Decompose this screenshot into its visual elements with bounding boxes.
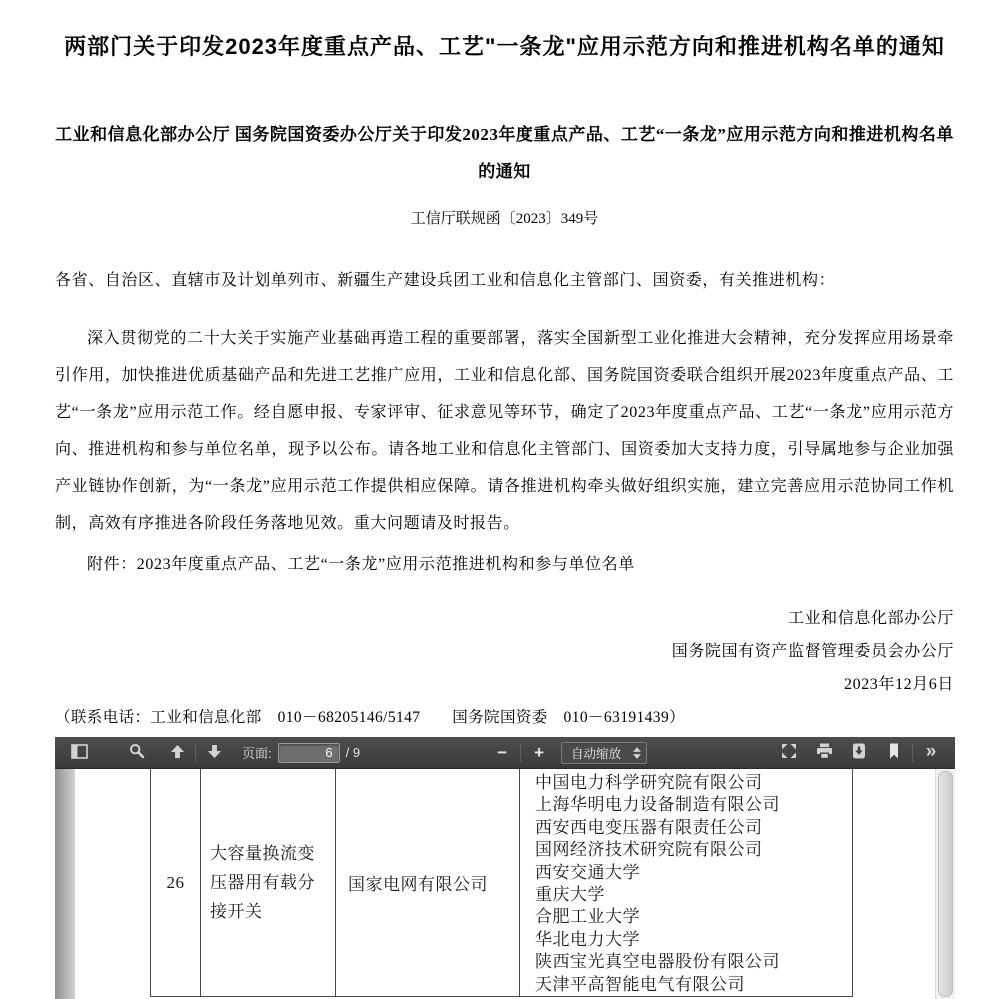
participant-line: 西安西电变压器有限责任公司 (535, 817, 763, 837)
search-icon (129, 743, 145, 762)
participant-line: 中国电力科学研究院有限公司 (535, 773, 763, 792)
download-icon (851, 743, 867, 762)
toolbar-separator (195, 744, 196, 762)
toolbar-separator (520, 744, 521, 762)
signer-1: 工业和信息化部办公厅 (787, 610, 954, 627)
attachment-line: 附件：2023年度重点产品、工艺“一条龙”应用示范推进机构和参与单位名单 (87, 556, 635, 573)
next-page-button[interactable] (200, 740, 228, 765)
table-cell-participants (519, 769, 853, 996)
plus-icon: + (534, 743, 545, 762)
double-chevron-icon: » (925, 740, 937, 762)
lead-org-name: 国家电网有限公司 (348, 875, 488, 894)
table-cell-lead-org (335, 769, 519, 996)
table-border (150, 996, 853, 997)
pdf-content-area (55, 769, 955, 999)
participant-line: 西安交通大学 (535, 862, 640, 882)
signer-2: 国务院国有资产监督管理委员会办公厅 (671, 643, 954, 660)
row-number: 26 (166, 872, 185, 892)
participant-line: 上海华明电力设备制造有限公司 (535, 795, 780, 815)
viewer-left-margin (55, 769, 75, 999)
arrow-down-icon (207, 744, 222, 762)
table-cell-row-number (150, 769, 200, 996)
contact-line: （联系电话：工业和信息化部 010－68205146/5147 国务院国资委 010－63191439） (55, 709, 686, 726)
participant-line: 天津平高智能电气有限公司 (535, 974, 745, 994)
participant-line: 重庆大学 (535, 885, 605, 905)
zoom-out-button[interactable] (488, 740, 516, 765)
pdf-viewer (55, 737, 955, 999)
more-tools-button[interactable] (917, 740, 945, 765)
sidebar-toggle-icon (71, 744, 88, 762)
product-name: 大容量换流变压器用有载分接开关 (210, 844, 315, 921)
table-cell-product (200, 769, 335, 996)
participant-line: 国网经济技术研究院有限公司 (535, 840, 763, 860)
toolbar-separator (912, 744, 913, 762)
participant-line: 陕西宝光真空电器股份有限公司 (535, 952, 780, 972)
zoom-mode-select[interactable] (561, 742, 647, 764)
vertical-scrollbar[interactable] (935, 769, 955, 999)
print-button[interactable] (810, 740, 838, 765)
arrow-up-icon (170, 744, 185, 762)
document-number: 工信厅联规函〔2023〕349号 (410, 211, 599, 227)
pdf-page (75, 769, 935, 999)
page-number-label: 页面: (242, 746, 272, 761)
bookmark-button[interactable] (880, 740, 908, 765)
print-icon (816, 743, 833, 762)
body-paragraph: 深入贯彻党的二十大关于实施产业基础再造工程的重要部署，落实全国新型工业化推进大会精神，充分发挥应用场景牵引作用，加快推进优质基础产品和先进工艺推广应用，工业和信息化部、国务院国资委联合组织开展2023年度重点产品、工艺“一条龙”应用示范工作。经自愿申报、专家评审、征求意见等环节，确定了2023年度重点产品、工艺“一条龙”应用示范方向、推进机构和参与单位名单，现予以公布。请各地工业和信息化主管部门、国资委加大支持力度，引导属地参与企业加强产业链协作创新，为“一条龙”应用示范工作提供相应保障。请各推进机构牵头做好组织实施，建立完善应用示范协同工作机制，高效有序推进各阶段任务落地见效。重大问题请及时报告。 (55, 330, 954, 532)
scrollbar-thumb[interactable] (938, 771, 953, 997)
participant-line: 华北电力大学 (535, 929, 640, 949)
fullscreen-icon (781, 743, 797, 762)
bookmark-icon (887, 743, 901, 762)
page-title: 两部门关于印发2023年度重点产品、工艺"一条龙"应用示范方向和推进机构名单的通知 (64, 34, 945, 59)
select-spinner-icon (633, 747, 641, 759)
table-row (150, 769, 853, 996)
document-subtitle: 工业和信息化部办公厅 国务院国资委办公厅关于印发2023年度重点产品、工艺“一条龙”应用示范方向和推进机构名单的通知 (55, 125, 954, 181)
previous-page-button[interactable] (163, 740, 191, 765)
document-date: 2023年12月6日 (844, 676, 954, 693)
sidebar-toggle-button[interactable] (65, 740, 93, 765)
search-button[interactable] (123, 740, 151, 765)
download-button[interactable] (845, 740, 873, 765)
zoom-mode-value: 自动缩放 (571, 746, 622, 761)
minus-icon: − (497, 743, 508, 762)
page-number-input[interactable] (278, 743, 340, 763)
zoom-in-button[interactable] (525, 740, 553, 765)
pdf-toolbar (55, 737, 955, 769)
presentation-mode-button[interactable] (775, 740, 803, 765)
salutation-line: 各省、自治区、直辖市及计划单列市、新疆生产建设兵团工业和信息化主管部门、国资委，有关推进机构： (55, 272, 836, 289)
participant-line: 合肥工业大学 (535, 907, 640, 927)
page-total-label: / 9 (345, 745, 361, 760)
